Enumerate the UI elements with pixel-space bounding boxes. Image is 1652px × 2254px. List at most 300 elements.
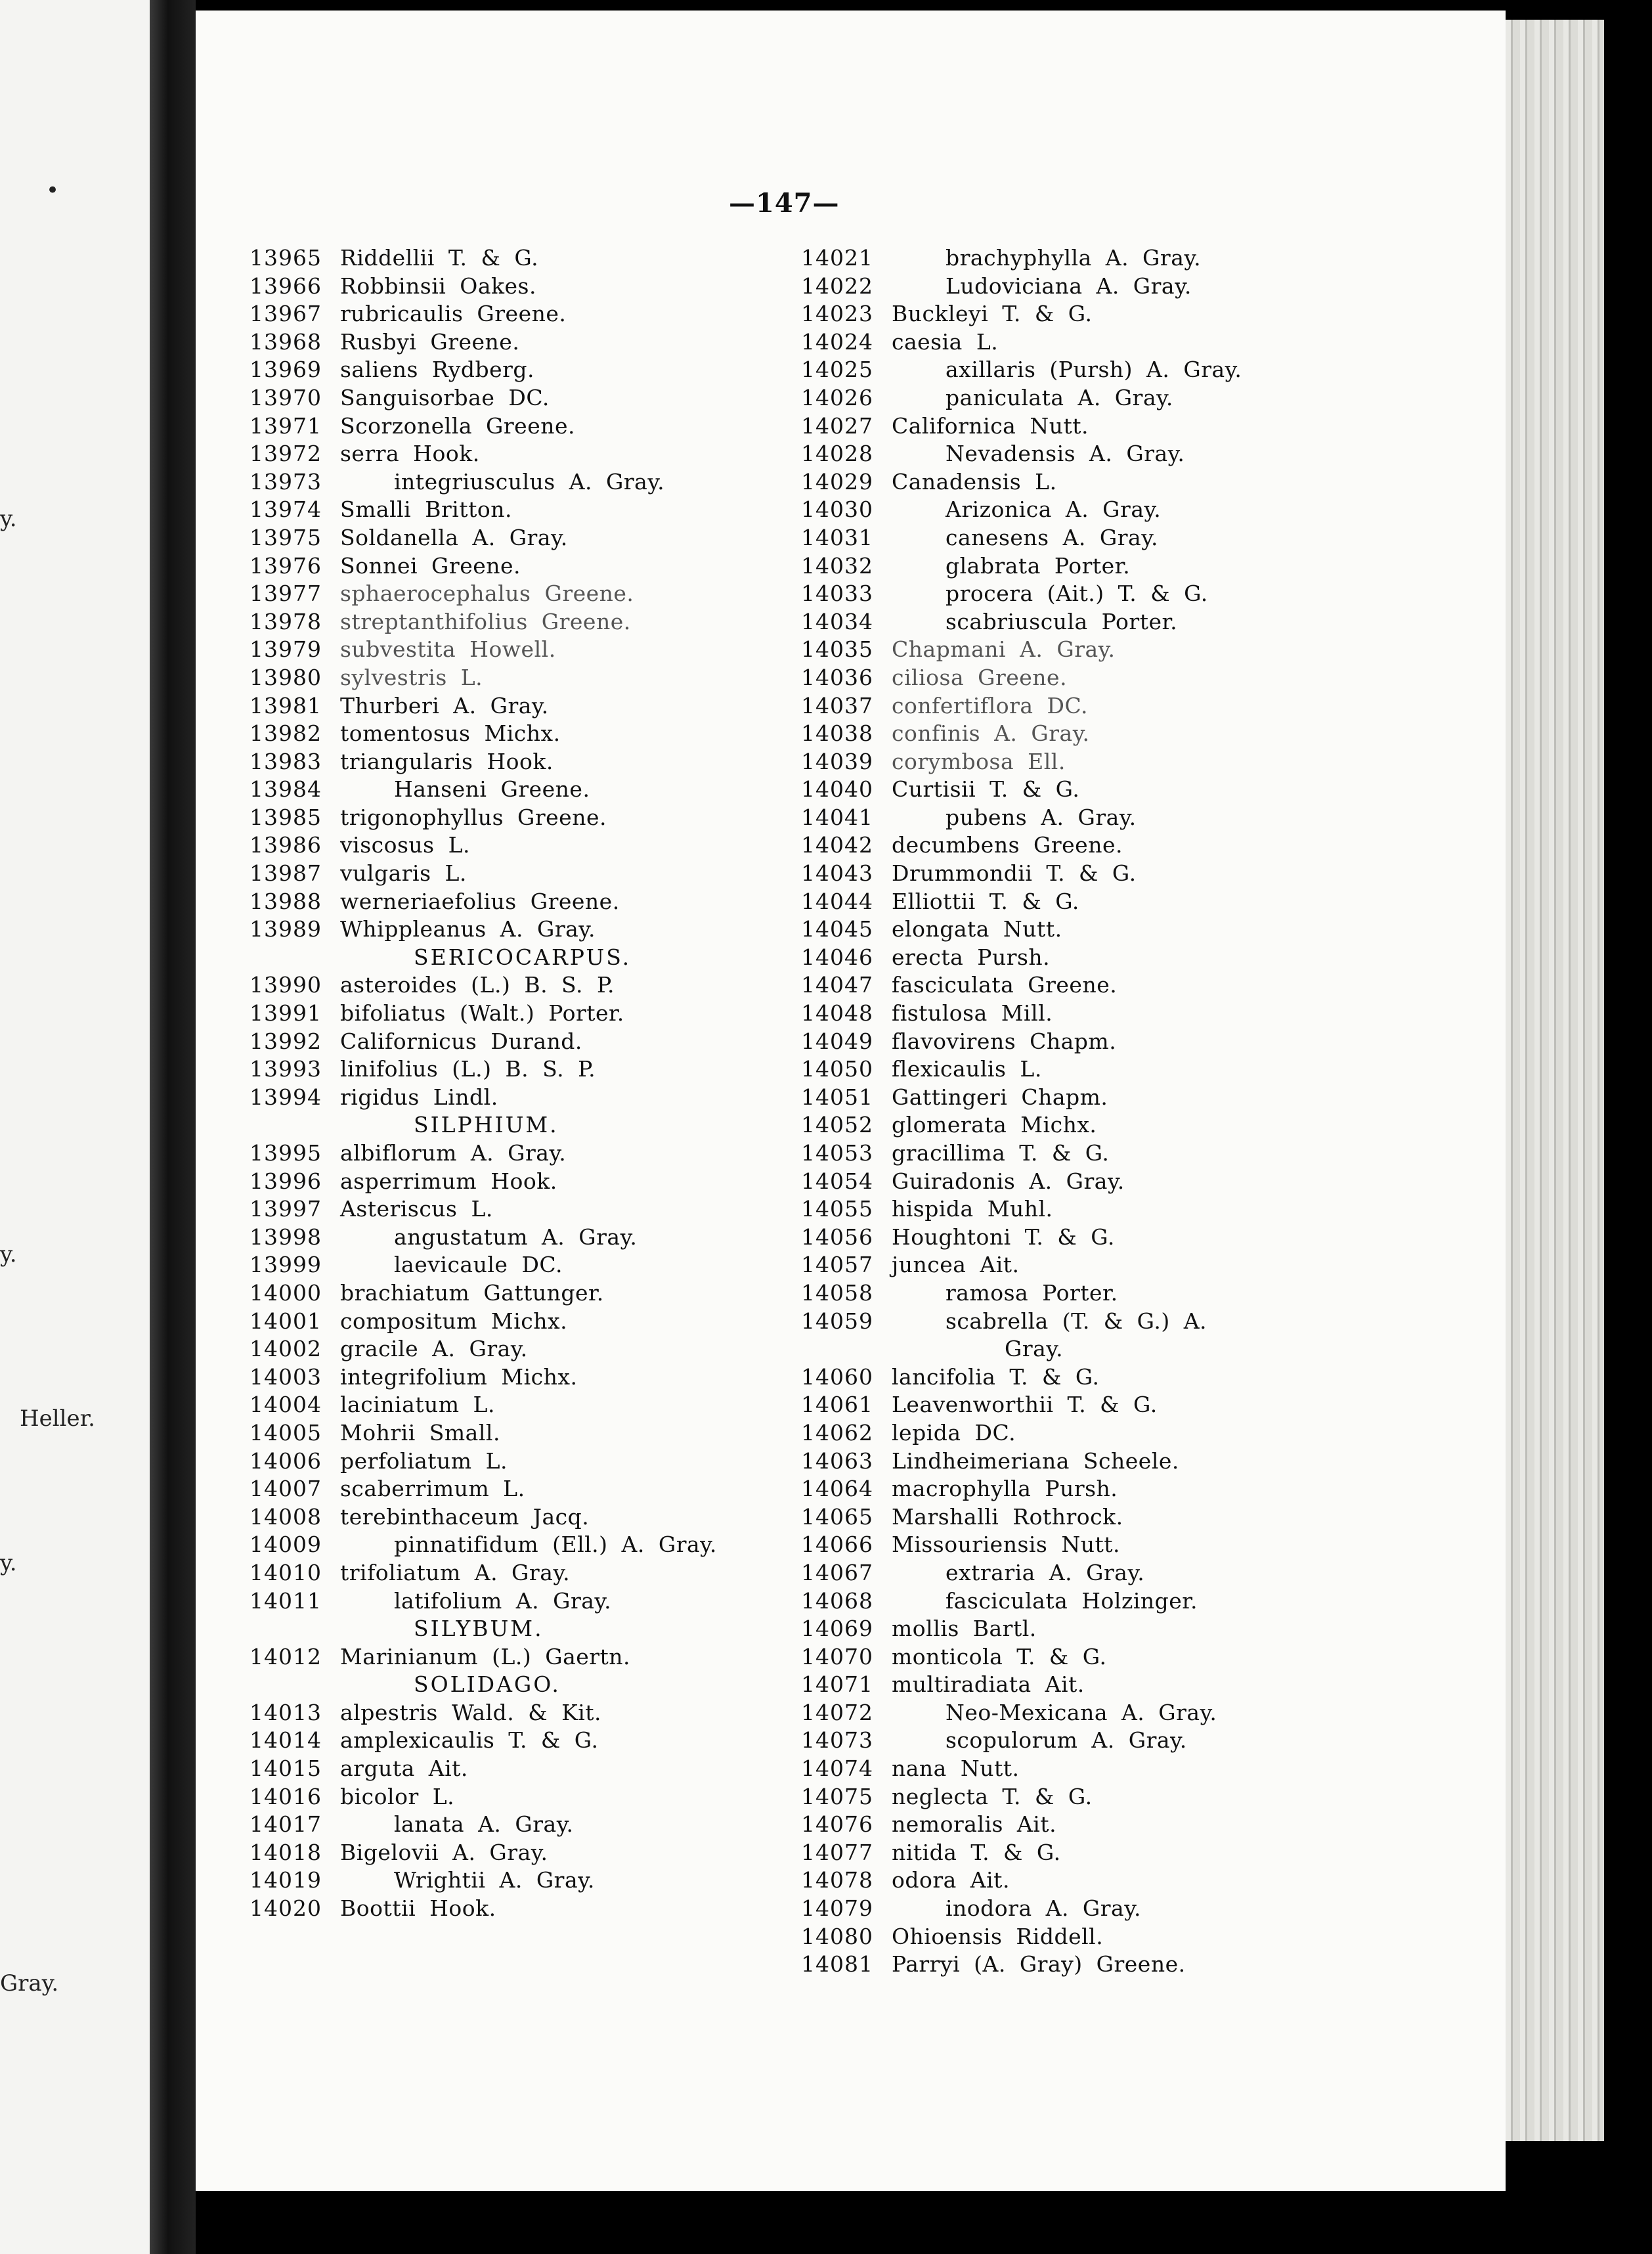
entry-number: 14052 (801, 1112, 873, 1138)
catalog-entry (223, 1363, 814, 1392)
species-name: scaberrimum L. (340, 1476, 525, 1502)
entry-number: 14068 (801, 1587, 873, 1614)
left-column (223, 244, 814, 1923)
entry-number: 14056 (801, 1224, 873, 1250)
catalog-entry (775, 524, 1471, 552)
catalog-entry (775, 440, 1471, 468)
species-name: pinnatifidum (Ell.) A. Gray. (394, 1532, 717, 1558)
catalog-entry (775, 1895, 1471, 1923)
entry-number: 13979 (250, 636, 322, 663)
entry-number: 14015 (250, 1756, 322, 1782)
catalog-entry (775, 273, 1471, 301)
entry-number: 13994 (250, 1084, 322, 1110)
species-name: brachiatum Gattunger. (340, 1279, 604, 1306)
entry-number: 13985 (250, 804, 322, 830)
entry-number: 14074 (801, 1756, 873, 1782)
entry-number: 14011 (250, 1587, 322, 1614)
species-name: Ludoviciana A. Gray. (946, 273, 1192, 299)
species-name: Missouriensis Nutt. (892, 1532, 1121, 1558)
species-name: compositum Michx. (340, 1308, 568, 1334)
entry-number: 13988 (250, 888, 322, 914)
left-facing-page (0, 0, 150, 2254)
catalog-entry (775, 1000, 1471, 1028)
catalog-entry (223, 1839, 814, 1867)
catalog-entry (775, 1419, 1471, 1447)
catalog-entry (775, 1867, 1471, 1895)
catalog-entry (775, 664, 1471, 692)
catalog-entry (775, 776, 1471, 804)
species-name: rubricaulis Greene. (340, 301, 567, 327)
catalog-entry (223, 552, 814, 581)
entry-number: 14043 (801, 860, 873, 887)
catalog-entry (775, 1363, 1471, 1392)
species-name: Thurberi A. Gray. (340, 692, 549, 718)
species-name: extraria A. Gray. (946, 1559, 1145, 1585)
entry-number: 14041 (801, 804, 873, 830)
entry-number: 13969 (250, 357, 322, 383)
species-name: corymbosa Ell. (892, 748, 1066, 774)
left-page-fragment: • (46, 177, 60, 204)
species-name: bicolor L. (340, 1783, 455, 1809)
species-name: fasciculata Greene. (892, 972, 1118, 998)
genus-heading (223, 1111, 814, 1139)
page-number: —147— (729, 188, 840, 219)
entry-number: 13971 (250, 412, 322, 439)
entry-number: 14021 (801, 245, 873, 271)
species-name: scabrella (T. & G.) A. (946, 1308, 1207, 1334)
species-name: juncea Ait. (892, 1252, 1020, 1278)
entry-number: 14054 (801, 1168, 873, 1194)
entry-number: 14075 (801, 1783, 873, 1809)
species-name: Arizonica A. Gray. (946, 497, 1162, 523)
left-page-fragment: Heller. (20, 1405, 95, 1432)
species-name: Elliottii T. & G. (892, 888, 1079, 914)
catalog-entry (775, 1671, 1471, 1699)
entry-number: 13993 (250, 1056, 322, 1082)
species-name: multiradiata Ait. (892, 1671, 1085, 1698)
entry-number: 14028 (801, 441, 873, 467)
entry-number: 13981 (250, 692, 322, 718)
catalog-entry (775, 1111, 1471, 1139)
right-column (775, 244, 1471, 1979)
catalog-entry (223, 720, 814, 748)
catalog-entry (775, 1559, 1471, 1587)
catalog-entry (775, 1811, 1471, 1839)
entry-number: 14010 (250, 1559, 322, 1585)
catalog-entry (223, 1895, 814, 1923)
entry-number: 14020 (250, 1895, 322, 1922)
catalog-entry (775, 636, 1471, 664)
entry-number: 13977 (250, 581, 322, 607)
species-name: hispida Muhl. (892, 1196, 1053, 1222)
catalog-entry (775, 1923, 1471, 1951)
species-name: Robbinsii Oakes. (340, 273, 536, 299)
catalog-entry (223, 1727, 814, 1755)
catalog-entry (223, 1783, 814, 1811)
catalog-entry (223, 1224, 814, 1252)
catalog-entry (775, 1643, 1471, 1671)
species-name: Bigelovii A. Gray. (340, 1839, 548, 1865)
entry-number: 14044 (801, 888, 873, 914)
catalog-entry (223, 524, 814, 552)
catalog-entry (223, 888, 814, 916)
entry-number: 13965 (250, 245, 322, 271)
entry-number: 14050 (801, 1056, 873, 1082)
entry-number: 14018 (250, 1839, 322, 1865)
species-name: Boottii Hook. (340, 1895, 496, 1922)
catalog-entry (775, 944, 1471, 972)
species-name: lanata A. Gray. (394, 1811, 574, 1838)
entry-number: 13972 (250, 441, 322, 467)
species-name: elongata Nutt. (892, 916, 1062, 942)
catalog-entry (223, 468, 814, 497)
catalog-entry (775, 1168, 1471, 1196)
entry-number: 13974 (250, 497, 322, 523)
entry-number: 14047 (801, 972, 873, 998)
catalog-entry (223, 412, 814, 441)
entry-number: 14078 (801, 1867, 873, 1893)
species-name: scopulorum A. Gray. (946, 1727, 1187, 1754)
entry-number: 14042 (801, 832, 873, 858)
entry-number: 14070 (801, 1643, 873, 1669)
entry-number: 13967 (250, 301, 322, 327)
catalog-entry (223, 1811, 814, 1839)
catalog-entry (775, 412, 1471, 441)
species-name: flavovirens Chapm. (892, 1028, 1117, 1054)
species-name: lancifolia T. & G. (892, 1363, 1100, 1390)
entry-number: 13973 (250, 468, 322, 495)
entry-number: 14062 (801, 1419, 873, 1446)
species-name: Asteriscus L. (340, 1196, 493, 1222)
entry-number: 14023 (801, 301, 873, 327)
entry-number: 13968 (250, 328, 322, 355)
species-name: Riddellii T. & G. (340, 245, 539, 271)
species-name: Gattingeri Chapm. (892, 1084, 1108, 1110)
catalog-entry (775, 244, 1471, 273)
entry-number: 14032 (801, 552, 873, 579)
catalog-entry (223, 1028, 814, 1056)
catalog-entry (223, 1279, 814, 1308)
species-name: paniculata A. Gray. (946, 384, 1173, 410)
species-name: Whippleanus A. Gray. (340, 916, 596, 942)
genus-name: SOLIDAGO. (414, 1671, 561, 1698)
species-name: bifoliatus (Walt.) Porter. (340, 1000, 624, 1027)
catalog-entry (775, 1587, 1471, 1616)
species-name: trigonophyllus Greene. (340, 804, 607, 830)
catalog-entry (775, 608, 1471, 636)
species-name: Marinianum (L.) Gaertn. (340, 1643, 631, 1669)
catalog-entry (775, 916, 1471, 944)
catalog-entry (223, 608, 814, 636)
entry-number: 13976 (250, 552, 322, 579)
entry-number: 14077 (801, 1839, 873, 1865)
entry-number: 14004 (250, 1392, 322, 1418)
species-name: brachyphylla A. Gray. (946, 245, 1202, 271)
catalog-entry (775, 384, 1471, 412)
catalog-entry (775, 468, 1471, 497)
catalog-entry (223, 440, 814, 468)
genus-name: SERICOCARPUS. (414, 944, 632, 970)
entry-number: 14037 (801, 692, 873, 718)
left-page-fragment: y. (0, 506, 17, 532)
species-name: Californica Nutt. (892, 412, 1089, 439)
entry-number: 13989 (250, 916, 322, 942)
catalog-entry (775, 1503, 1471, 1532)
catalog-entry (223, 748, 814, 776)
entry-number: 14039 (801, 748, 873, 774)
catalog-entry (223, 1168, 814, 1196)
catalog-entry (775, 748, 1471, 776)
species-name: flexicaulis L. (892, 1056, 1042, 1082)
entry-number: 14061 (801, 1392, 873, 1418)
catalog-entry (223, 1867, 814, 1895)
entry-number: 13966 (250, 273, 322, 299)
entry-number: 13970 (250, 384, 322, 410)
species-name: latifolium A. Gray. (394, 1587, 612, 1614)
catalog-entry (223, 1195, 814, 1224)
catalog-entry (223, 273, 814, 301)
species-name: erecta Pursh. (892, 944, 1051, 970)
catalog-entry (223, 356, 814, 384)
entry-number: 14051 (801, 1084, 873, 1110)
entry-number: 14027 (801, 412, 873, 439)
catalog-entry (223, 580, 814, 608)
entry-number: 14001 (250, 1308, 322, 1334)
species-name: saliens Rydberg. (340, 357, 535, 383)
catalog-entry (775, 1391, 1471, 1419)
species-name: linifolius (L.) B. S. P. (340, 1056, 596, 1082)
catalog-entry (223, 831, 814, 860)
entry-number: 14016 (250, 1783, 322, 1809)
species-name: Leavenworthii T. & G. (892, 1392, 1158, 1418)
catalog-entry (223, 1587, 814, 1616)
entry-number: 14045 (801, 916, 873, 942)
catalog-entry (775, 1475, 1471, 1503)
species-name: Drummondii T. & G. (892, 860, 1137, 887)
catalog-entry (223, 1503, 814, 1532)
species-name: procera (Ait.) T. & G. (946, 581, 1208, 607)
species-name: streptanthifolius Greene. (340, 608, 631, 634)
catalog-entry (775, 1279, 1471, 1308)
catalog-entry (775, 1251, 1471, 1279)
species-name: Buckleyi T. & G. (892, 301, 1093, 327)
left-page-fragment: y. (0, 1241, 17, 1268)
catalog-entry (223, 776, 814, 804)
species-name: arguta Ait. (340, 1756, 468, 1782)
species-name: Nevadensis A. Gray. (946, 441, 1185, 467)
entry-number: 14014 (250, 1727, 322, 1754)
entry-number: 14036 (801, 664, 873, 690)
entry-number: 14024 (801, 328, 873, 355)
species-name: triangularis Hook. (340, 748, 554, 774)
entry-number: 13975 (250, 524, 322, 550)
species-name: sylvestris L. (340, 664, 483, 690)
catalog-entry (775, 580, 1471, 608)
species-name: pubens A. Gray. (946, 804, 1137, 830)
catalog-entry (775, 1447, 1471, 1476)
species-name: Ohioensis Riddell. (892, 1923, 1104, 1949)
species-name: caesia L. (892, 328, 999, 355)
species-name: perfoliatum L. (340, 1447, 508, 1474)
species-name: serra Hook. (340, 441, 480, 467)
catalog-entry (223, 804, 814, 832)
entry-number: 13998 (250, 1224, 322, 1250)
entry-number: 13990 (250, 972, 322, 998)
species-name: scabriuscula Porter. (946, 608, 1178, 634)
entry-number: 14013 (250, 1699, 322, 1725)
catalog-entry (775, 1195, 1471, 1224)
catalog-entry (223, 1000, 814, 1028)
entry-number: 14058 (801, 1279, 873, 1306)
species-name: axillaris (Pursh) A. Gray. (946, 357, 1242, 383)
left-page-fragment: Gray. (0, 1970, 59, 1997)
catalog-entry (775, 1699, 1471, 1727)
catalog-entry (775, 1084, 1471, 1112)
entry-number: 13999 (250, 1252, 322, 1278)
catalog-entry (223, 496, 814, 524)
catalog-entry (223, 1139, 814, 1168)
entry-number: 14071 (801, 1671, 873, 1698)
catalog-entry (775, 1224, 1471, 1252)
species-name: Californicus Durand. (340, 1028, 582, 1054)
entry-number: 14019 (250, 1867, 322, 1893)
entry-number: 14069 (801, 1616, 873, 1642)
species-name: glabrata Porter. (946, 552, 1131, 579)
entry-number: 14067 (801, 1559, 873, 1585)
species-name: Marshalli Rothrock. (892, 1503, 1123, 1530)
entry-number: 14003 (250, 1363, 322, 1390)
entry-number: 14009 (250, 1532, 322, 1558)
catalog-entry (223, 1559, 814, 1587)
catalog-entry (223, 1251, 814, 1279)
genus-heading (223, 1671, 814, 1699)
catalog-entry (775, 1755, 1471, 1783)
species-name: angustatum A. Gray. (394, 1224, 638, 1250)
entry-number: 14053 (801, 1140, 873, 1166)
entry-number: 14026 (801, 384, 873, 410)
entry-number: 13986 (250, 832, 322, 858)
catalog-entry (775, 888, 1471, 916)
catalog-entry (775, 1839, 1471, 1867)
entry-number: 14035 (801, 636, 873, 663)
species-name: gracile A. Gray. (340, 1336, 528, 1362)
entry-number: 14002 (250, 1336, 322, 1362)
species-name: tomentosus Michx. (340, 720, 561, 747)
catalog-entry (223, 636, 814, 664)
entry-number: 14031 (801, 524, 873, 550)
entry-number: 14063 (801, 1447, 873, 1474)
left-page-fragment: y. (0, 1550, 17, 1576)
catalog-entry (223, 1643, 814, 1671)
entry-number: 14033 (801, 581, 873, 607)
entry-number: 14017 (250, 1811, 322, 1838)
species-name: Canadensis L. (892, 468, 1057, 495)
species-name: viscosus L. (340, 832, 470, 858)
species-name: Wrightii A. Gray. (394, 1867, 595, 1893)
species-name: confinis A. Gray. (892, 720, 1090, 747)
entry-number: 13984 (250, 776, 322, 803)
entry-number: 13991 (250, 1000, 322, 1027)
entry-number: 14046 (801, 944, 873, 970)
entry-number: 14064 (801, 1476, 873, 1502)
species-name: integrifolium Michx. (340, 1363, 578, 1390)
entry-number: 13982 (250, 720, 322, 747)
catalog-entry (223, 1475, 814, 1503)
catalog-entry (223, 1755, 814, 1783)
species-name: ciliosa Greene. (892, 664, 1068, 690)
species-name: Smalli Britton. (340, 497, 512, 523)
entry-number: 13987 (250, 860, 322, 887)
catalog-entry (223, 971, 814, 1000)
species-name: lepida DC. (892, 1419, 1016, 1446)
catalog-entry (223, 1391, 814, 1419)
species-name: macrophylla Pursh. (892, 1476, 1118, 1502)
species-name: Guiradonis A. Gray. (892, 1168, 1125, 1194)
entry-number: 14048 (801, 1000, 873, 1027)
species-name: Neo-Mexicana A. Gray. (946, 1699, 1217, 1725)
catalog-entry (223, 692, 814, 720)
catalog-entry (223, 916, 814, 944)
entry-number: 14072 (801, 1699, 873, 1725)
species-name: Houghtoni T. & G. (892, 1224, 1115, 1250)
species-name: Rusbyi Greene. (340, 328, 520, 355)
entry-number: 14008 (250, 1503, 322, 1530)
species-name: glomerata Michx. (892, 1112, 1097, 1138)
catalog-entry (775, 692, 1471, 720)
species-name: Sonnei Greene. (340, 552, 521, 579)
genus-heading (223, 1615, 814, 1643)
entry-number: 14007 (250, 1476, 322, 1502)
catalog-entry (223, 1699, 814, 1727)
entry-number: 14049 (801, 1028, 873, 1054)
entry-number: 14022 (801, 273, 873, 299)
catalog-entry (775, 496, 1471, 524)
species-name: sphaerocephalus Greene. (340, 581, 634, 607)
entry-number: 13980 (250, 664, 322, 690)
catalog-entry (223, 1055, 814, 1084)
entry-number: 14034 (801, 608, 873, 634)
species-name: neglecta T. & G. (892, 1783, 1093, 1809)
species-name: Chapmani A. Gray. (892, 636, 1116, 663)
species-name: werneriaefolius Greene. (340, 888, 620, 914)
catalog-entry (775, 1531, 1471, 1559)
catalog-entry (775, 804, 1471, 832)
species-name: nitida T. & G. (892, 1839, 1061, 1865)
species-name: rigidus Lindl. (340, 1084, 498, 1110)
catalog-entry (775, 356, 1471, 384)
species-name: alpestris Wald. & Kit. (340, 1699, 602, 1725)
entry-number: 14040 (801, 776, 873, 803)
entry-number: 14005 (250, 1419, 322, 1446)
species-name: ramosa Porter. (946, 1279, 1118, 1306)
catalog-entry (223, 1531, 814, 1559)
catalog-entry (775, 1028, 1471, 1056)
species-name: vulgaris L. (340, 860, 467, 887)
species-name: nana Nutt. (892, 1756, 1020, 1782)
species-name: terebinthaceum Jacq. (340, 1503, 590, 1530)
species-name: mollis Bartl. (892, 1616, 1037, 1642)
catalog-entry (775, 1951, 1471, 1979)
species-name: odora Ait. (892, 1867, 1010, 1893)
species-name: confertiflora DC. (892, 692, 1089, 718)
entry-number: 14057 (801, 1252, 873, 1278)
species-name: albiflorum A. Gray. (340, 1140, 567, 1166)
book-gutter (150, 0, 196, 2254)
entry-number: 14006 (250, 1447, 322, 1474)
species-name: nemoralis Ait. (892, 1811, 1057, 1838)
catalog-entry (223, 1335, 814, 1363)
catalog-entry (775, 860, 1471, 888)
